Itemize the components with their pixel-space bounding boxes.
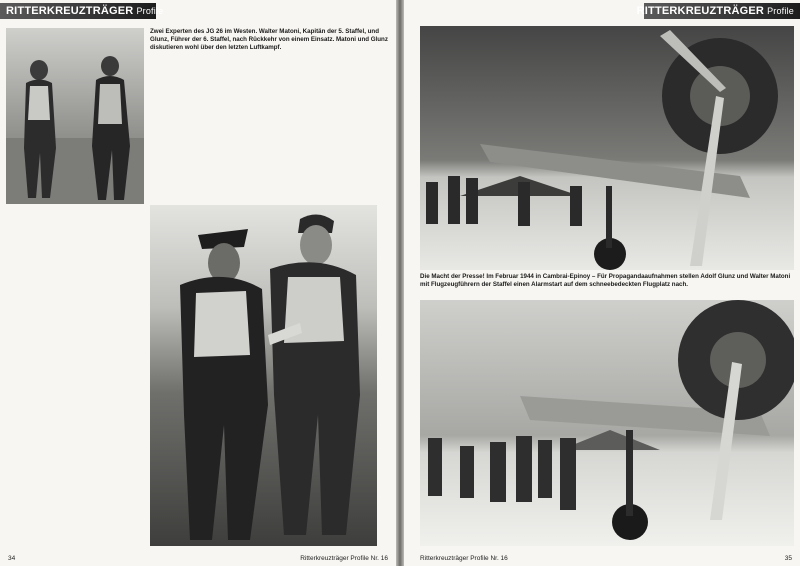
photo-pilots-walking [6, 28, 144, 204]
right-page [404, 0, 800, 566]
photo-alarm-start-upper [420, 26, 794, 270]
right-page-number: 35 [784, 555, 792, 562]
brand-logo-left: RITTERKREUZTRÄGER Profile [6, 5, 164, 17]
photo-alarm-start-lower-image [420, 300, 794, 546]
photo-pilots-discussing [150, 205, 377, 546]
right-running-footer: Ritterkreuzträger Profile Nr. 16 [420, 555, 508, 562]
left-page-number: 34 [8, 555, 16, 562]
right-caption: Die Macht der Presse! Im Februar 1944 in Cambrai-Epinoy – Für Propagandaaufnahmen stellen Adolf Glunz und Walter Matoni mit Flugzeugführern der Staffel einen Alarmstart auf dem schneebedeckten Flugplatz nach. [420, 273, 791, 288]
book-gutter [396, 0, 404, 566]
left-page [0, 0, 396, 566]
photo-alarm-start-upper-image [420, 26, 794, 270]
left-running-footer: Ritterkreuzträger Profile Nr. 16 [300, 555, 388, 562]
photo-pilots-discussing-image [150, 205, 377, 546]
header-bar-left [0, 3, 164, 19]
photo-pilots-walking-image [6, 28, 144, 204]
photo-alarm-start-lower [420, 300, 794, 546]
header-bar-right [636, 3, 800, 19]
brand-logo-right: RITTERKREUZTRÄGER Profile [636, 5, 794, 17]
left-caption: Zwei Experten des JG 26 im Westen. Walter Matoni, Kapitän der 5. Staffel, und Glunz, Führer der 6. Staffel, nach Rückkehr von einem Einsatz. Matoni und Glunz diskutieren wohl über den letzten Luftkampf. [150, 28, 388, 51]
